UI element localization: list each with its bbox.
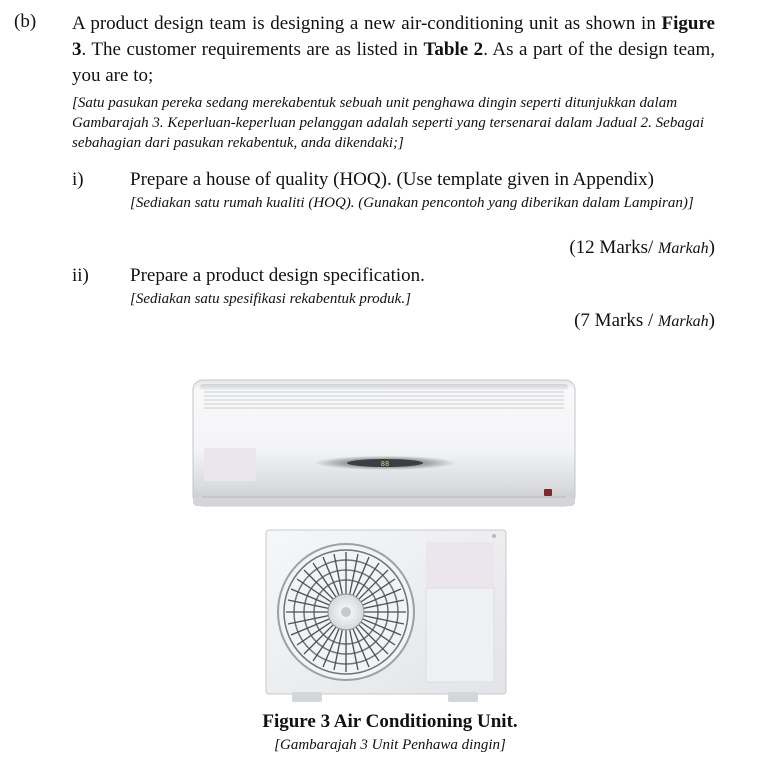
- figure-reference: Figure 3: [72, 13, 715, 60]
- display-digits: 88: [380, 460, 390, 468]
- power-indicator-icon: [544, 489, 552, 496]
- question-2-text: Prepare a product design specification.: [130, 265, 425, 286]
- question-2-marks-label: (7 Marks /: [574, 310, 659, 331]
- question-1-marks-label: (12 Marks/: [569, 237, 659, 258]
- question-2-malay: [Sediakan satu spesifikasi rekabentuk produk.]: [130, 291, 411, 307]
- intro-text-3: . As a part of the design team, you are to;: [72, 39, 715, 86]
- question-1-number: i): [72, 169, 84, 190]
- intro-paragraph: [72, 11, 715, 89]
- outdoor-unit-illustration: [262, 526, 512, 706]
- section-label: (b): [14, 11, 37, 32]
- question-1-marks-malay: Markah: [658, 240, 709, 257]
- question-2-marks-close: ): [708, 310, 715, 331]
- question-1-malay: [Sediakan satu rumah kualiti (HOQ). (Gunakan pencontoh yang diberikan dalam Lampiran)]: [130, 195, 694, 211]
- question-1-marks: [569, 237, 715, 259]
- blank-panel: [204, 448, 256, 481]
- intro-text-1: A product design team is designing a new air-conditioning unit as shown in: [72, 13, 662, 34]
- question-1-text: Prepare a house of quality (HOQ). (Use template given in Appendix): [130, 169, 654, 190]
- fan-grille-icon: [278, 544, 414, 680]
- intro-text-2: . The customer requirements are as listed in: [81, 39, 424, 60]
- question-2-marks: [574, 310, 715, 332]
- question-2-number: ii): [72, 265, 89, 286]
- question-1-marks-close: ): [708, 237, 715, 258]
- intro-malay: [Satu pasukan pereka sedang merekabentuk sebuah unit penghawa dingin seperti ditunjukkan dalam Gambarajah 3. Keperluan-keperluan pelanggan adalah seperti yang tersenarai dalam Jadual 2. Sebagai sebahagian dari pasukan rekabentuk, anda dikendaki;]: [72, 95, 705, 151]
- foot-left: [292, 692, 322, 702]
- figure-caption-malay: [Gambarajah 3 Unit Penhawa dingin]: [274, 737, 506, 753]
- table-reference: Table 2: [423, 39, 484, 60]
- question-2-marks-malay: Markah: [658, 313, 709, 330]
- label-panel: [426, 542, 494, 588]
- foot-right: [448, 692, 478, 702]
- figure-caption: Figure 3 Air Conditioning Unit.: [262, 711, 518, 732]
- indoor-unit-illustration: [190, 376, 580, 516]
